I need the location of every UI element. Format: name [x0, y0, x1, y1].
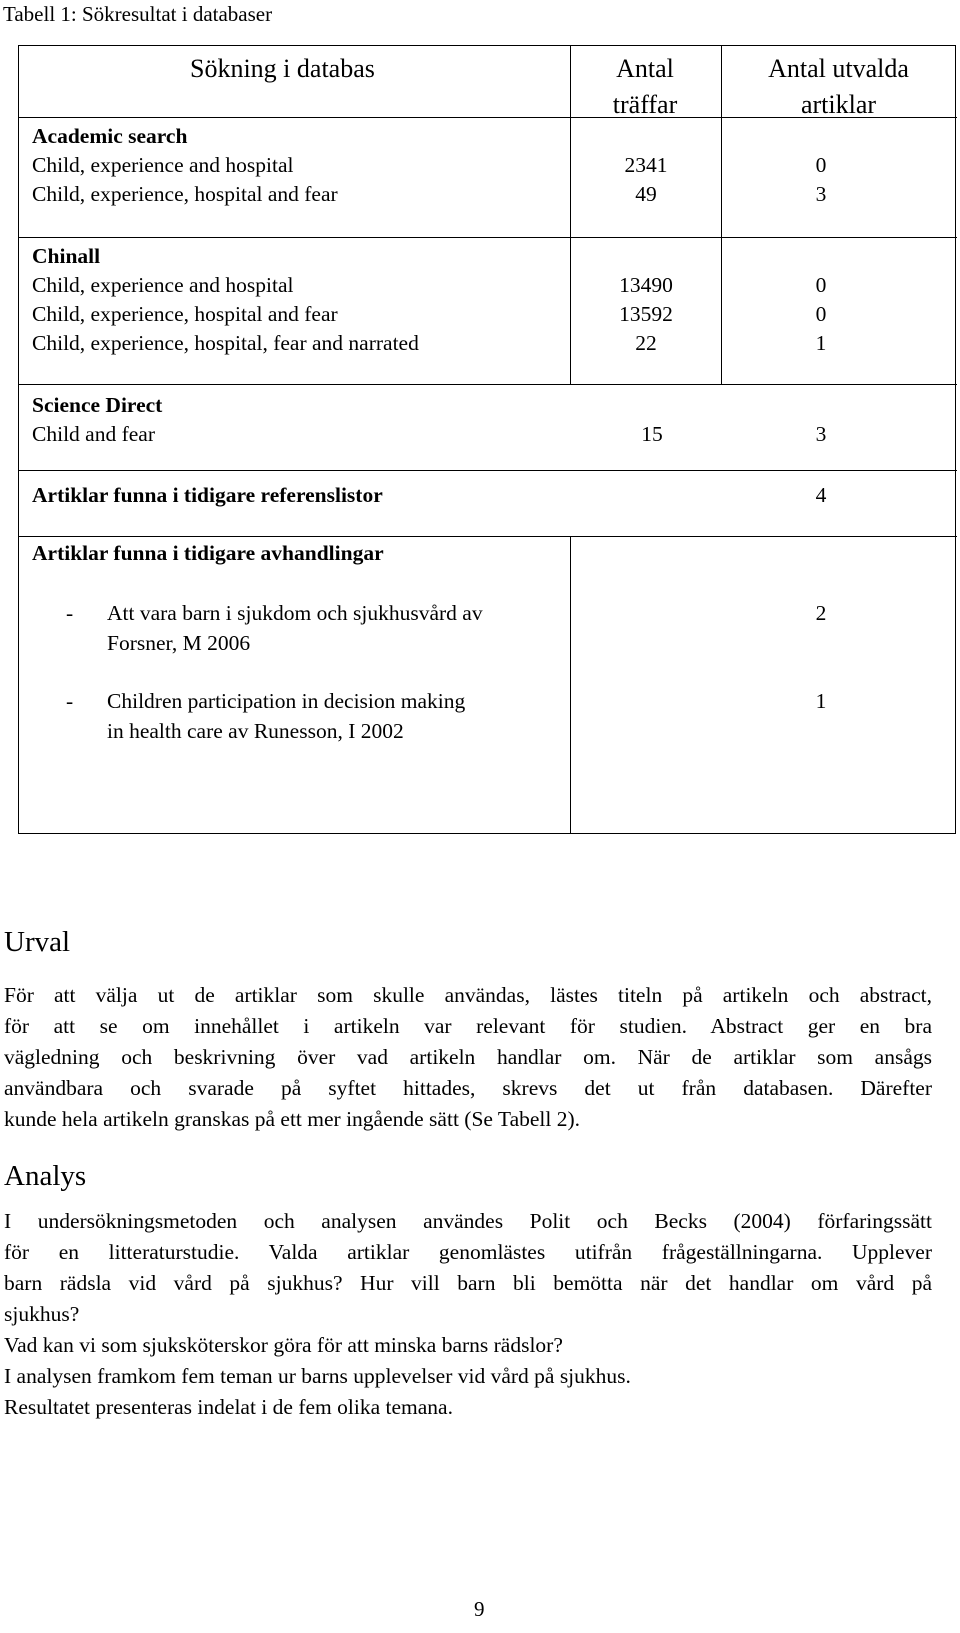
chinall-term-2: Child, experience, hospital and fear — [32, 302, 338, 326]
analys-line-2: för en litteraturstudie. Valda artiklar genomlästes utifrån frågeställningarna. Upplever — [4, 1240, 932, 1264]
chinall-hits-2: 13592 — [619, 302, 673, 326]
column-divider-3 — [570, 536, 571, 833]
table-caption: Tabell 1: Sökresultat i databaser — [3, 2, 273, 26]
urval-line-2: för att se om innehållet i artikeln var relevant för studien. Abstract ger en bra — [4, 1014, 932, 1038]
thesis-2-selected: 1 — [815, 689, 827, 713]
academic-term-1: Child, experience and hospital — [32, 153, 294, 177]
chinall-selected-3: 1 — [815, 331, 827, 355]
header-hits-line2: träffar — [612, 90, 678, 119]
urval-line-3: vägledning och beskrivning över vad artikeln handlar om. När de artiklar som ansågs — [4, 1045, 932, 1069]
academic-hits-2: 49 — [635, 182, 657, 206]
analys-line-6: I analysen framkom fem teman ur barns upplevelser vid vård på sjukhus. — [4, 1364, 631, 1388]
science-term-1: Child and fear — [32, 422, 155, 446]
chinall-term-3: Child, experience, hospital, fear and narrated — [32, 331, 419, 355]
analys-line-3: barn rädsla vid vård på sjukhus? Hur vill barn bli bemötta när det handlar om vård på — [4, 1271, 932, 1295]
header-selected-line1: Antal utvalda — [768, 54, 909, 83]
thesis-1-selected: 2 — [815, 601, 827, 625]
urval-line-1: För att välja ut de artiklar som skulle användas, lästes titeln på artikeln och abstract, — [4, 983, 932, 1007]
thesis-2-line2: in health care av Runesson, I 2002 — [107, 719, 404, 743]
row-divider-3 — [19, 384, 957, 385]
thesis-1-line2: Forsner, M 2006 — [107, 631, 251, 655]
chinall-selected-1: 0 — [815, 273, 827, 297]
thesis-2-line1: Children participation in decision making — [107, 689, 466, 713]
chinall-selected-2: 0 — [815, 302, 827, 326]
analys-line-7: Resultatet presenteras indelat i de fem olika temana. — [4, 1395, 453, 1419]
academic-hits-1: 2341 — [624, 153, 668, 177]
header-selected-line2: artiklar — [800, 90, 877, 119]
urval-line-4: användbara och svarade på syftet hittades, skrevs det ut från databasen. Därefter — [4, 1076, 932, 1100]
references-row-title: Artiklar funna i tidigare referenslistor — [32, 483, 383, 507]
academic-selected-1: 0 — [815, 153, 827, 177]
header-hits-line1: Antal — [616, 54, 674, 83]
analys-line-1: I undersökningsmetoden och analysen användes Polit och Becks (2004) förfaringssätt — [4, 1209, 932, 1233]
thesis-2-dash: - — [66, 689, 74, 713]
thesis-1-dash: - — [66, 601, 74, 625]
references-selected: 4 — [815, 483, 827, 507]
analys-line-4: sjukhus? — [4, 1302, 80, 1326]
chinall-hits-1: 13490 — [619, 273, 673, 297]
theses-row-title: Artiklar funna i tidigare avhandlingar — [32, 541, 384, 565]
db-academic-search: Academic search — [32, 124, 188, 148]
header-search: Sökning i databas — [190, 54, 375, 83]
academic-term-2: Child, experience, hospital and fear — [32, 182, 338, 206]
thesis-1-line1: Att vara barn i sjukdom och sjukhusvård av — [107, 601, 483, 625]
analys-line-5: Vad kan vi som sjuksköterskor göra för att minska barns rädslor? — [4, 1333, 563, 1357]
science-selected-1: 3 — [815, 422, 827, 446]
row-divider-5 — [19, 536, 957, 537]
urval-line-5: kunde hela artikeln granskas på ett mer ingående sätt (Se Tabell 2). — [4, 1107, 581, 1131]
science-hits-1: 15 — [641, 422, 663, 446]
row-divider-2 — [19, 237, 957, 238]
analys-heading: Analys — [4, 1160, 87, 1192]
db-chinall: Chinall — [32, 244, 101, 268]
page-number: 9 — [474, 1597, 485, 1621]
chinall-hits-3: 22 — [635, 331, 657, 355]
db-science-direct: Science Direct — [32, 393, 163, 417]
chinall-term-1: Child, experience and hospital — [32, 273, 294, 297]
urval-heading: Urval — [4, 926, 71, 958]
academic-selected-2: 3 — [815, 182, 827, 206]
row-divider-4 — [19, 470, 957, 471]
